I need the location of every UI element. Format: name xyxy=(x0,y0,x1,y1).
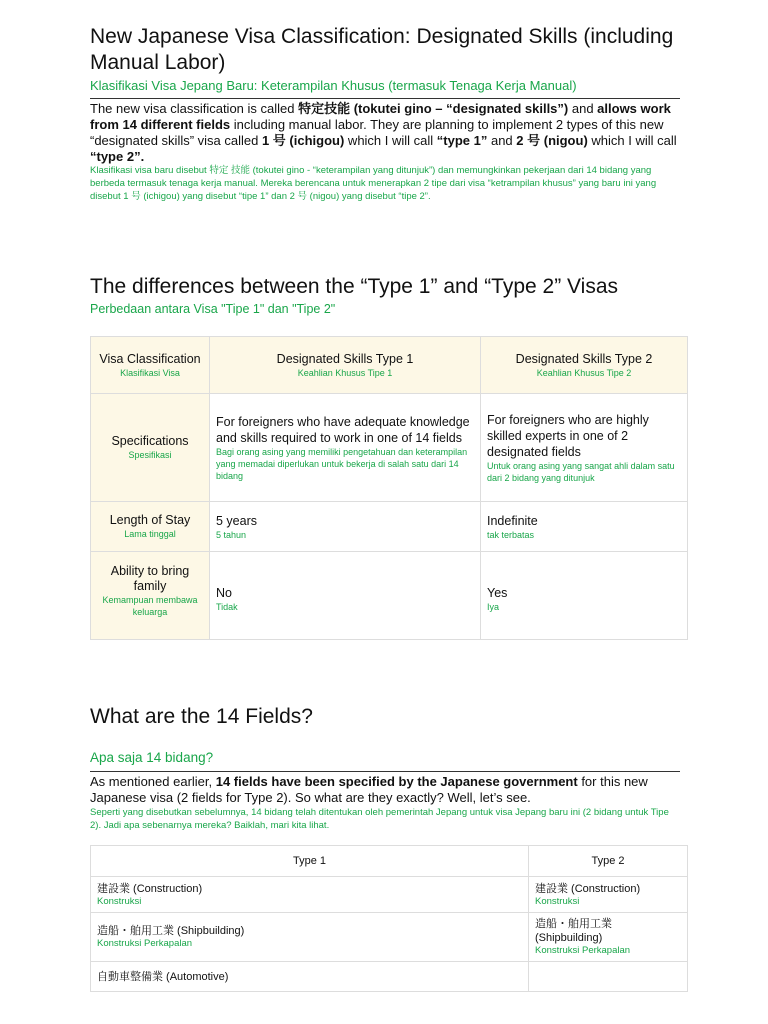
differences-heading: The differences between the “Type 1” and “Type 2” Visas xyxy=(90,275,619,298)
fields-heading: What are the 14 Fields? xyxy=(90,705,313,728)
table-cell: No Tidak xyxy=(210,552,481,640)
table-cell: 自動車整備業 (Automotive) xyxy=(91,962,529,992)
table-row xyxy=(91,913,688,962)
fields-subtitle: Apa saja 14 bidang? xyxy=(90,750,214,765)
table-cell: 造船・舶用工業 (Shipbuilding) Konstruksi Perkapalan xyxy=(529,913,688,962)
visa-comparison-table xyxy=(90,336,688,640)
row-label-cell: Ability to bring family Kemampuan membawa keluarga xyxy=(91,552,210,640)
table-cell: For foreigners who have adequate knowledge and skills required to work in one of 14 fields Bagi orang asing yang memiliki pengetahuan dan keterampilan yang memadai diperlukan untuk bekerja di salah satu dari 14 bidang xyxy=(210,394,481,502)
table-header-row xyxy=(91,337,688,394)
table-cell: Indefinite tak terbatas xyxy=(481,502,688,552)
table-row xyxy=(91,502,688,552)
row-label-cell: Length of Stay Lama tinggal xyxy=(91,502,210,552)
header-cell: Type 2 xyxy=(529,846,688,877)
intro-paragraph: The new visa classification is called 特定技能 (tokutei gino – “designated skills”) and allows work from 14 different fields including manual labor. They are planning to implement 2 types of this new “designated skills” visa called 1 号 (ichigou) which I will call “type 1” and 2 号 (nigou) which I will call “type 2”. xyxy=(90,101,677,164)
divider xyxy=(90,98,680,99)
table-row xyxy=(91,394,688,502)
table-cell: 建設業 (Construction) Konstruksi xyxy=(529,877,688,913)
table-cell xyxy=(529,962,688,992)
table-row xyxy=(91,552,688,640)
header-cell: Type 1 xyxy=(91,846,529,877)
fields-paragraph-translation: Seperti yang disebutkan sebelumnya, 14 bidang telah ditentukan oleh pemerintah Jepang untuk visa Jepang baru ini (2 bidang untuk Tipe 2). Jadi apa sebenarnya mereka? Baiklah, mari kita lihat. xyxy=(90,807,669,831)
table-row xyxy=(91,962,688,992)
table-cell: Yes Iya xyxy=(481,552,688,640)
table-row xyxy=(91,877,688,913)
table-cell: For foreigners who are highly skilled experts in one of 2 designated fields Untuk orang asing yang sangat ahli dalam satu dari 2 bidang yang ditunjuk xyxy=(481,394,688,502)
intro-paragraph-translation: Klasifikasi visa baru disebut 特定 技能 (tokutei gino - “keterampilan yang ditunjuk”) dan memungkinkan pekerjaan dari 14 bidang yang berbeda termasuk tenaga kerja manual. Mereka berencana untuk menerapkan 2 tipe dari visa “ketrampilan khusus” yang baru ini yang disebut 1 号 (ichigou) yang disebut “tipe 1” dan 2 号 (nigou) yang disebut “tipe 2”. xyxy=(90,165,657,202)
row-label-cell: Specifications Spesifikasi xyxy=(91,394,210,502)
table-cell: 建設業 (Construction) Konstruksi xyxy=(91,877,529,913)
table-header-row xyxy=(91,846,688,877)
header-cell: Designated Skills Type 2 Keahlian Khusus Tipe 2 xyxy=(481,337,688,394)
fields-table xyxy=(90,845,688,992)
differences-subtitle: Perbedaan antara Visa "Tipe 1" dan "Tipe 2" xyxy=(90,302,336,316)
divider xyxy=(90,771,680,772)
table-cell: 造船・舶用工業 (Shipbuilding) Konstruksi Perkapalan xyxy=(91,913,529,962)
fields-paragraph: As mentioned earlier, 14 fields have been specified by the Japanese government for this new Japanese visa (2 fields for Type 2). So what are they exactly? Well, let’s see. xyxy=(90,774,648,805)
header-cell: Visa Classification Klasifikasi Visa xyxy=(91,337,210,394)
page-title: New Japanese Visa Classification: Designated Skills (including Manual Labor) xyxy=(90,25,674,74)
table-cell: 5 years 5 tahun xyxy=(210,502,481,552)
page-subtitle: Klasifikasi Visa Jepang Baru: Keterampilan Khusus (termasuk Tenaga Kerja Manual) xyxy=(90,78,577,93)
header-cell: Designated Skills Type 1 Keahlian Khusus Tipe 1 xyxy=(210,337,481,394)
